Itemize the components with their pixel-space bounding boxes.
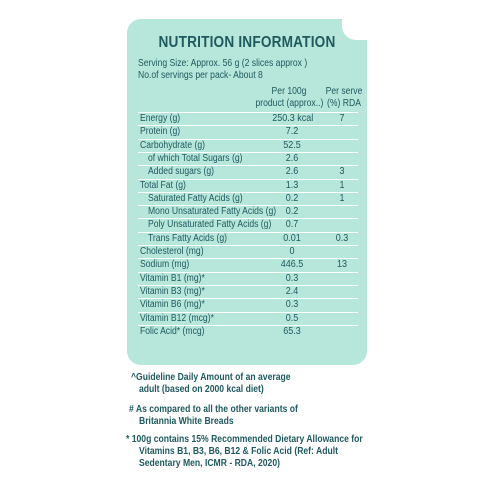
footnote-rda-line2: Vitamins B1, B3, B6, B12 & Folic Acid (Ref: Adult bbox=[139, 446, 338, 457]
nutrient-label: Saturated Fatty Acids (g) bbox=[148, 193, 243, 204]
nutrient-label: Trans Fatty Acids (g) bbox=[148, 233, 228, 244]
per-100g-value: 0.2 bbox=[285, 206, 299, 217]
servings-per-pack: No.of servings per pack- About 8 bbox=[138, 70, 263, 81]
footnote-compared-line1: # As compared to all the other variants of bbox=[129, 404, 298, 415]
nutrient-label: Added sugars (g) bbox=[148, 166, 214, 177]
col1-header-line1: Per 100g bbox=[271, 86, 307, 97]
per-100g-value: 0.3 bbox=[285, 273, 299, 284]
nutrient-label: Vitamin B1 (mg)* bbox=[140, 273, 205, 284]
col2-header-line2: (%) RDA bbox=[327, 98, 361, 109]
nutrient-label: Vitamin B3 (mg)* bbox=[140, 286, 205, 297]
rda-value: 13 bbox=[336, 259, 348, 270]
per-100g-value: 52.5 bbox=[283, 140, 301, 151]
per-100g-value: 446.5 bbox=[280, 259, 304, 270]
rda-value: 1 bbox=[339, 180, 345, 191]
per-100g-value: 65.3 bbox=[283, 326, 301, 337]
nutrient-label: Vitamin B12 (mcg)* bbox=[140, 313, 214, 324]
per-100g-value: 0.3 bbox=[285, 299, 299, 310]
footnote-rda-line3: Sedentary Men, ICMR - RDA, 2020) bbox=[139, 458, 280, 469]
per-100g-value: 2.6 bbox=[285, 166, 299, 177]
serving-size: Serving Size: Approx. 56 g (2 slices approx ) bbox=[138, 58, 308, 69]
footnote-rda-line1: * 100g contains 15% Recommended Dietary Allowance for bbox=[126, 434, 363, 445]
nutrient-label: Mono Unsaturated Fatty Acids (g) bbox=[148, 206, 277, 217]
per-100g-value: 0.7 bbox=[285, 219, 299, 230]
per-100g-value: 0.01 bbox=[283, 233, 301, 244]
nutrient-label: Sodium (mg) bbox=[140, 259, 190, 270]
nutrient-label: Total Fat (g) bbox=[140, 180, 186, 191]
col2-header-line1: Per serve bbox=[325, 86, 363, 97]
nutrient-label: of which Total Sugars (g) bbox=[148, 153, 243, 164]
footnote-guideline-line2: adult (based on 2000 kcal diet) bbox=[139, 384, 264, 395]
nutrient-label: Cholesterol (mg) bbox=[140, 246, 204, 257]
rda-value: 7 bbox=[339, 113, 345, 124]
per-100g-value: 250.3 kcal bbox=[272, 113, 314, 124]
per-100g-value: 2.4 bbox=[285, 286, 299, 297]
col1-header-line2: product (approx..) bbox=[255, 98, 324, 109]
per-100g-value: 0 bbox=[289, 246, 295, 257]
nutrient-label: Poly Unsaturated Fatty Acids (g) bbox=[148, 219, 272, 230]
footnote-compared-line2: Britannia White Breads bbox=[139, 416, 234, 427]
nutrient-label: Vitamin B6 (mg)* bbox=[140, 299, 205, 310]
per-100g-value: 0.2 bbox=[285, 193, 299, 204]
rda-value: 0.3 bbox=[335, 233, 349, 244]
per-100g-value: 7.2 bbox=[285, 126, 299, 137]
panel-title: NUTRITION INFORMATION bbox=[158, 34, 336, 51]
per-100g-value: 0.5 bbox=[285, 313, 299, 324]
rda-value: 3 bbox=[339, 166, 345, 177]
nutrient-label: Carbohydrate (g) bbox=[140, 140, 206, 151]
nutrient-label: Energy (g) bbox=[140, 113, 181, 124]
nutrient-label: Protein (g) bbox=[140, 126, 181, 137]
per-100g-value: 1.3 bbox=[285, 180, 299, 191]
nutrient-label: Folic Acid* (mcg) bbox=[140, 326, 205, 337]
rda-value: 1 bbox=[339, 193, 345, 204]
per-100g-value: 2.6 bbox=[285, 153, 299, 164]
footnote-guideline-line1: ^Guideline Daily Amount of an average bbox=[131, 372, 291, 383]
